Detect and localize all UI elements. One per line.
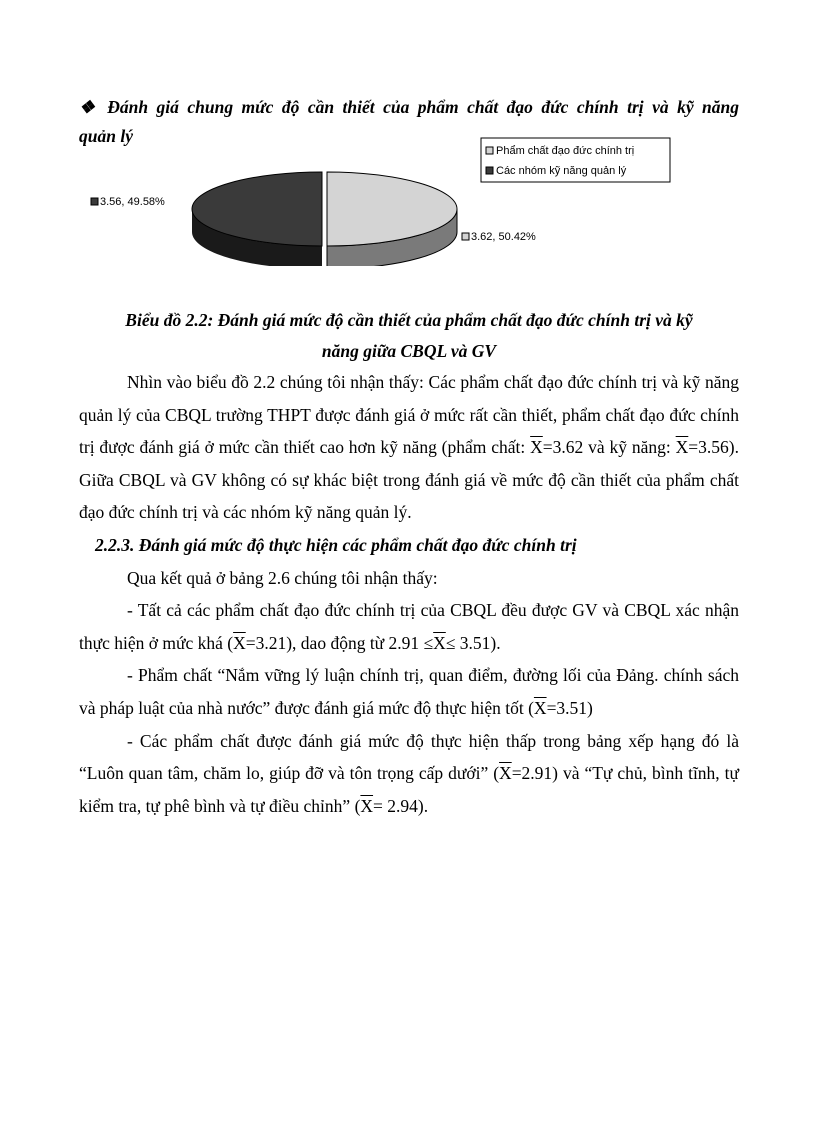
p5-text-a: - Các phẩm chất được đánh giá mức độ thực hiện thấp trong bảng xếp hạng đó là “Luôn quan tâm, chăm lo, giúp đỡ và tôn trọng cấp dưới” (: [79, 730, 739, 784]
body-text: [79, 366, 739, 822]
mean-symbol: $\overline{X}$: [530, 437, 543, 458]
paragraph-5: [79, 725, 739, 823]
p4-text-a: - Phẩm chất “Nắm vững lý luận chính trị, quan điểm, đường lối của Đảng. chính sách và pháp luật của nhà nước” được đánh giá mức độ thực hiện tốt (: [79, 665, 739, 718]
p3-text-a: - Tất cả các phẩm chất đạo đức chính trị của CBQL đều được GV và CBQL xác nhận thực hiện ở mức khá (: [79, 600, 739, 653]
heading-line-2: quản lý: [79, 126, 133, 146]
paragraph-2: Qua kết quả ở bảng 2.6 chúng tôi nhận thấy:: [127, 567, 438, 588]
paragraph-3: [79, 594, 739, 659]
mean-symbol: $\overline{X}$: [533, 697, 547, 718]
p1-text-a: Nhìn vào biểu đồ 2.2 chúng tôi nhận thấy: Các phẩm chất đạo đức chính trị và kỹ năng quản lý của CBQL trường THPT được đánh giá ở mức rất cần thiết, phẩm chất đạo đức chính trị được đánh giá ở mức cần thiết cao hơn kỹ năng (phẩm chất:: [79, 372, 739, 458]
legend-swatch-pham-chat: [486, 147, 493, 154]
mean-symbol: $\overline{X}$: [433, 632, 446, 653]
chart-legend: [481, 138, 670, 182]
data-label-ky-nang: 3.56, 49.58%: [100, 196, 165, 208]
mean-symbol: $\overline{X}$: [360, 795, 374, 816]
mean-symbol: $\overline{X}$: [675, 437, 689, 458]
p3-text-b: =3.21), dao động từ 2.91 ≤: [245, 632, 434, 653]
data-label-swatch-pham-chat: [462, 233, 469, 240]
p4-text-b: =3.51): [546, 697, 593, 718]
figure-caption: [79, 305, 739, 367]
diamond-bullet-icon: ❖: [79, 97, 99, 117]
data-label-swatch-ky-nang: [91, 198, 98, 205]
caption-line-1: Biểu đồ 2.2: Đánh giá mức độ cần thiết của phẩm chất đạo đức chính trị và kỹ: [125, 310, 693, 330]
p3-text-c: ≤ 3.51).: [445, 632, 501, 653]
caption-line-2: năng giữa CBQL và GV: [321, 341, 497, 361]
paragraph-4: [79, 659, 739, 724]
data-label-pham-chat: 3.62, 50.42%: [471, 231, 536, 243]
legend-swatch-ky-nang: [486, 167, 493, 174]
pie-slice-ky-nang: [192, 172, 322, 266]
mean-symbol: $\overline{X}$: [233, 632, 246, 653]
heading-line-1: Đánh giá chung mức độ cần thiết của phẩm chất đạo đức chính trị và kỹ năng: [107, 97, 740, 117]
p5-text-c: = 2.94).: [373, 795, 429, 816]
p5-text-b: =2.91) và “Tự chủ, bình tĩnh, tự kiểm tra, tự phê bình và tự điều chỉnh” (: [79, 763, 739, 816]
subsection-heading: 2.2.3. Đánh giá mức độ thực hiện các phẩm chất đạo đức chính trị: [95, 534, 577, 555]
paragraph-1: [79, 366, 739, 529]
pie-chart-svg: [80, 136, 680, 266]
legend-item-pham-chat: Phẩm chất đạo đức chính trị: [496, 145, 635, 157]
legend-item-ky-nang: Các nhóm kỹ năng quản lý: [496, 165, 627, 177]
mean-symbol: $\overline{X}$: [499, 763, 512, 784]
pie-slice-pham-chat: [327, 172, 457, 266]
p1-text-b: =3.62 và kỹ năng:: [542, 437, 676, 458]
p1-text-c: =3.56). Giữa CBQL và GV không có sự khác biệt trong đánh giá về mức độ cần thiết của phẩm chất đạo đức chính trị và các nhóm kỹ năng quản lý.: [79, 437, 739, 523]
pie-chart: [80, 136, 680, 266]
